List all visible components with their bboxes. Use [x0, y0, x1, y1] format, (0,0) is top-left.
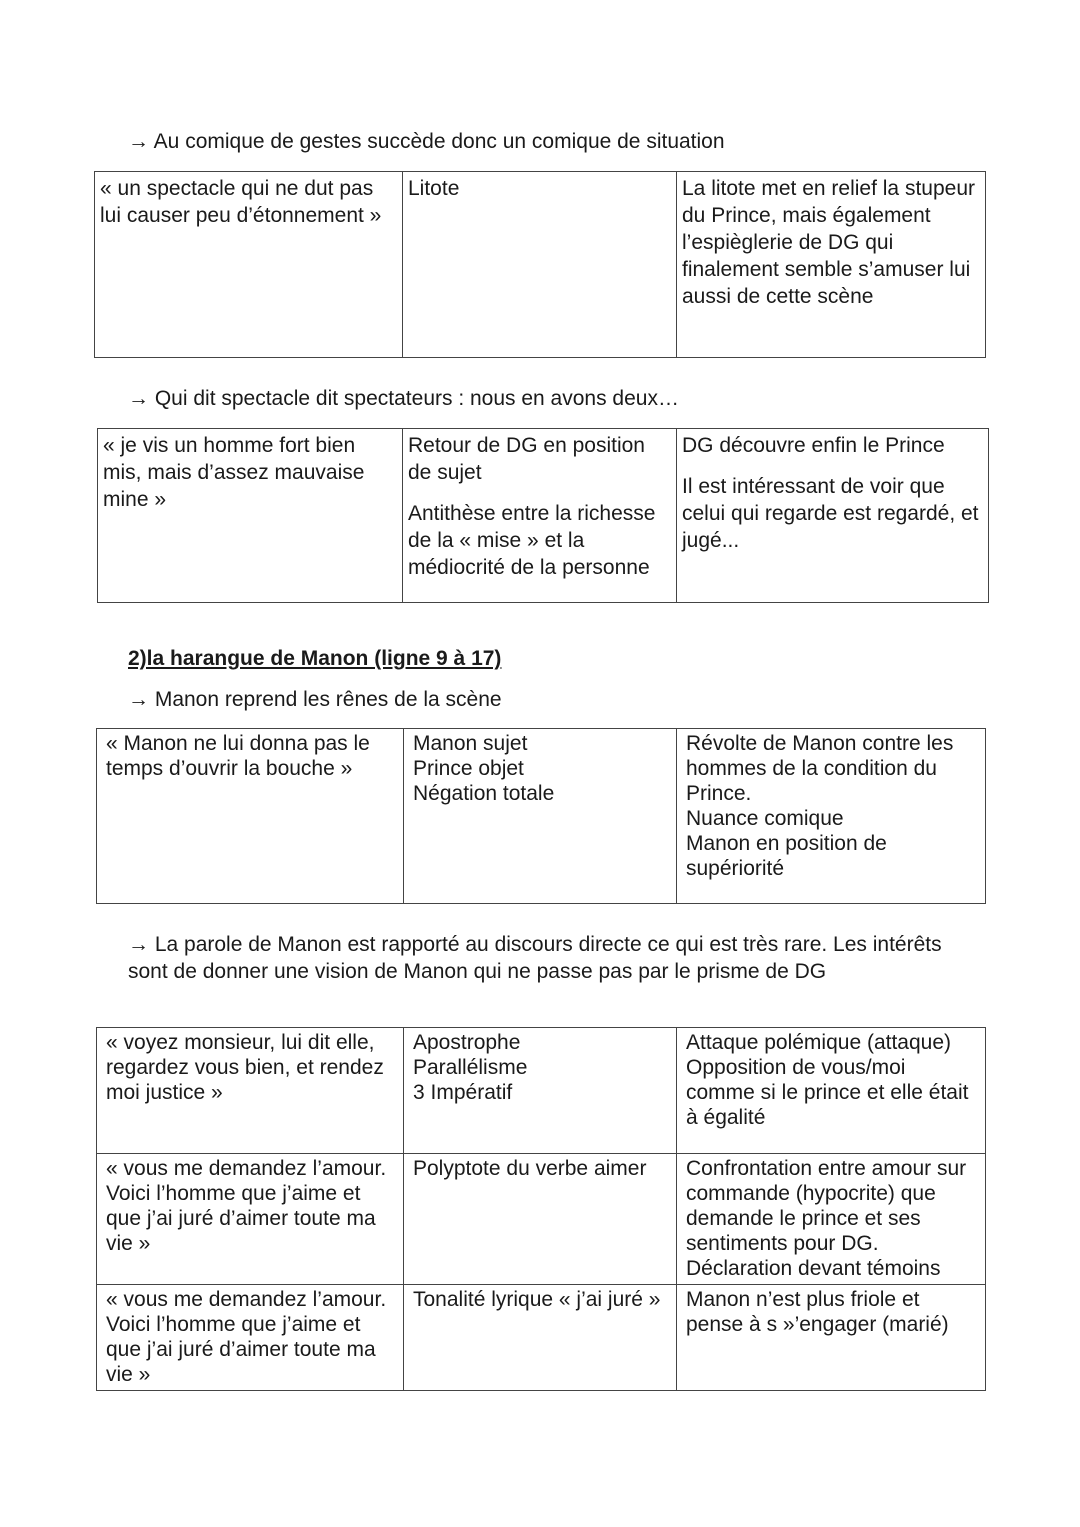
analysis-table-harangue	[96, 1027, 986, 1391]
device-cell: Litote	[403, 172, 677, 358]
interpretation-cell: Attaque polémique (attaque) Opposition de vous/moi comme si le prince et elle était à égalité	[677, 1028, 986, 1154]
arrow-note-renes: → Manon reprend les rênes de la scène	[128, 688, 502, 711]
table-row	[97, 1028, 986, 1154]
table-row	[97, 1285, 986, 1391]
quote-cell: « vous me demandez l’amour. Voici l’homme que j’aime et que j’ai juré d’aimer toute ma vie »	[97, 1154, 404, 1285]
analysis-table-manon	[96, 728, 986, 904]
quote-cell: « un spectacle qui ne dut pas lui causer peu d’étonnement »	[95, 172, 403, 358]
interpretation-cell: Manon n’est plus friole et pense à s »’engager (marié)	[677, 1285, 986, 1391]
analysis-table-homme	[97, 428, 989, 603]
table-row	[97, 729, 986, 904]
section-heading: 2)la harangue de Manon (ligne 9 à 17)	[128, 647, 502, 670]
arrow-note-comique: → Au comique de gestes succède donc un comique de situation	[128, 130, 725, 153]
table-row	[98, 429, 989, 603]
device-cell: Manon sujet Prince objet Négation totale	[404, 729, 677, 904]
quote-cell: « je vis un homme fort bien mis, mais d’assez mauvaise mine »	[98, 429, 403, 603]
device-cell: Tonalité lyrique « j’ai juré »	[404, 1285, 677, 1391]
quote-cell: « vous me demandez l’amour. Voici l’homme que j’aime et que j’ai juré d’aimer toute ma vie »	[97, 1285, 404, 1391]
arrow-note-discours: → La parole de Manon est rapporté au discours directe ce qui est très rare. Les intérêts sont de donner une vision de Manon qui ne passe pas par le prisme de DG	[128, 933, 942, 983]
analysis-table-litote	[94, 171, 986, 358]
device-cell	[403, 429, 677, 603]
device-cell: Apostrophe Parallélisme 3 Impératif	[404, 1028, 677, 1154]
cell-text: Antithèse entre la richesse de la « mise » et la médiocrité de la personne	[408, 502, 656, 579]
interpretation-cell: Révolte de Manon contre les hommes de la condition du Prince. Nuance comique Manon en position de supériorité	[677, 729, 986, 904]
device-cell: Polyptote du verbe aimer	[404, 1154, 677, 1285]
table-row	[95, 172, 986, 358]
cell-text: DG découvre enfin le Prince	[682, 434, 945, 457]
cell-text: Il est intéressant de voir que celui qui regarde est regardé, et jugé...	[682, 475, 979, 552]
interpretation-cell: Confrontation entre amour sur commande (hypocrite) que demande le prince et ses sentiments pour DG. Déclaration devant témoins	[677, 1154, 986, 1285]
interpretation-cell	[677, 429, 989, 603]
cell-text: Retour de DG en position de sujet	[408, 434, 645, 484]
quote-cell: « Manon ne lui donna pas le temps d’ouvrir la bouche »	[97, 729, 404, 904]
quote-cell: « voyez monsieur, lui dit elle, regardez vous bien, et rendez moi justice »	[97, 1028, 404, 1154]
interpretation-cell: La litote met en relief la stupeur du Prince, mais également l’espièglerie de DG qui finalement semble s’amuser lui aussi de cette scène	[677, 172, 986, 358]
table-row	[97, 1154, 986, 1285]
arrow-note-spectateurs: → Qui dit spectacle dit spectateurs : nous en avons deux…	[128, 387, 679, 410]
